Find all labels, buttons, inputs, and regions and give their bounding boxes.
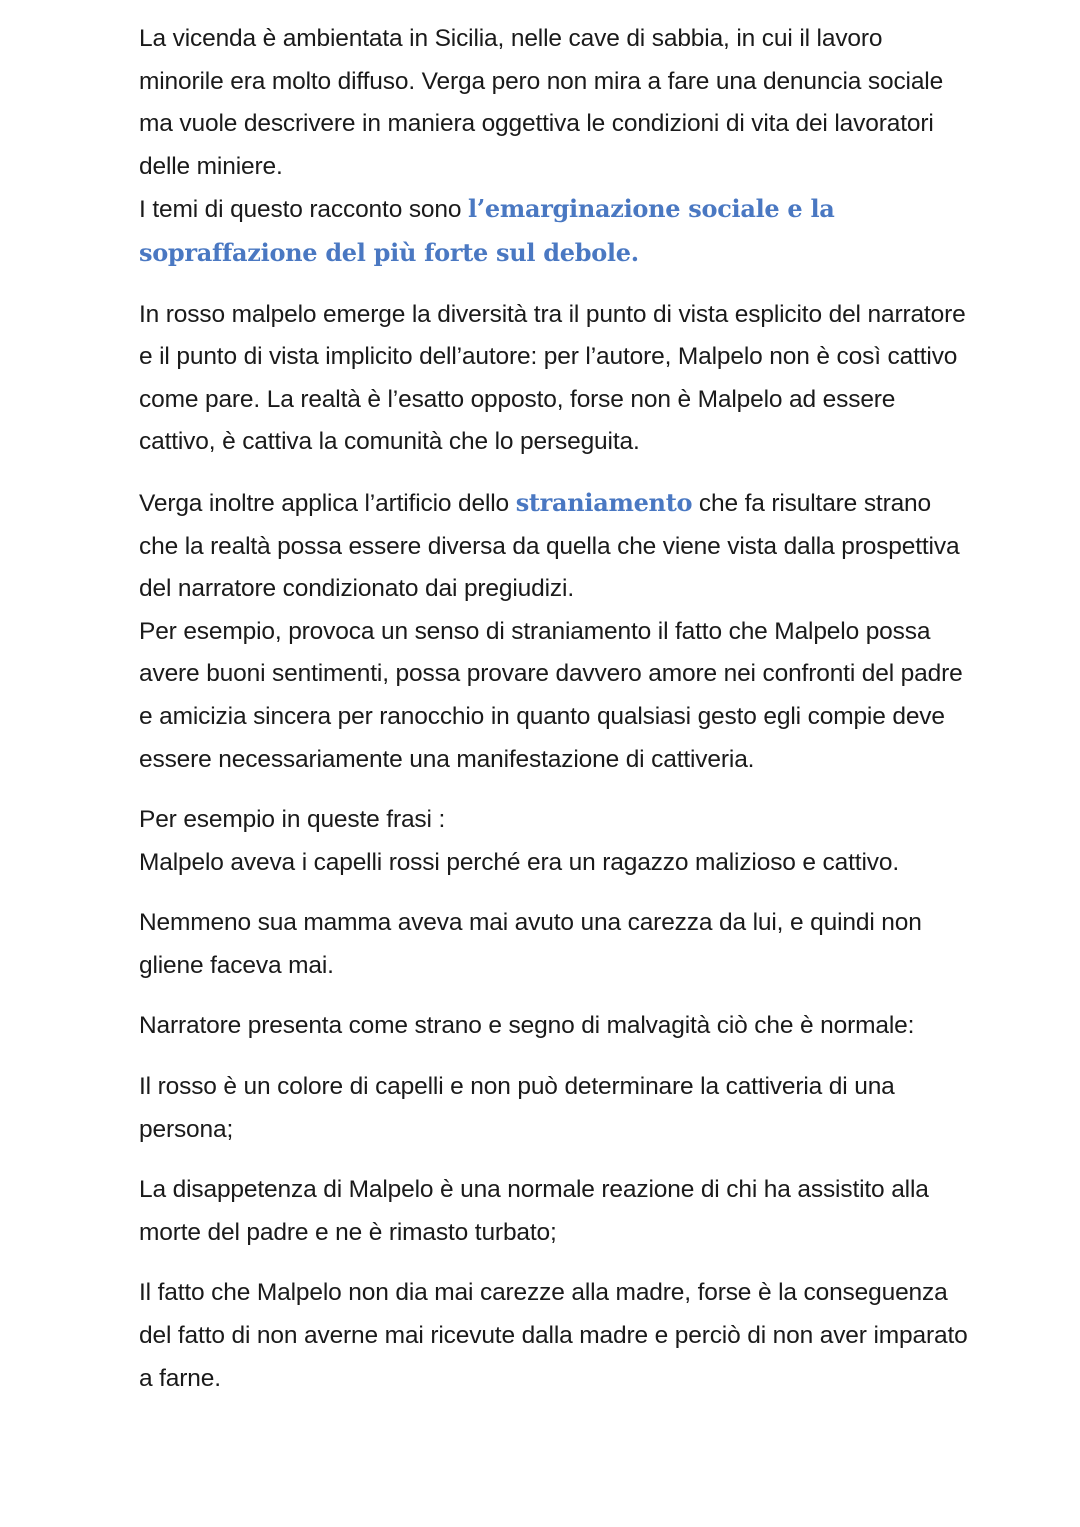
paragraph-text: Il fatto che Malpelo non dia mai carezze alla madre, forse è la conseguenza del fatto di non averne mai ricevute dalla madre e perciò di non aver imparato a farne. xyxy=(139,1279,968,1392)
paragraph-text: Nemmeno sua mamma aveva mai avuto una carezza da lui, e quindi non gliene faceva mai. xyxy=(139,909,922,979)
paragraph-text: In rosso malpelo emerge la diversità tra il punto di vista esplicito del narratore e il punto di vista implicito dell’autore: per l’autore, Malpelo non è così cattivo come pare. La realtà è l’esatto opposto, forse non è Malpelo ad essere cattivo, è cattiva la comunità che lo perseguita. xyxy=(139,300,966,456)
examples-intro: Per esempio in queste frasi : xyxy=(139,806,446,834)
themes-line xyxy=(139,188,969,275)
paragraph-examples xyxy=(139,799,969,884)
highlighted-themes: l’emarginazione sociale e la sopraffazione del più forte sul debole. xyxy=(139,194,835,267)
example-text: Per esempio, provoca un senso di straniamento il fatto che Malpelo possa avere buoni sentimenti, possa provare davvero amore nei confronti del padre e amicizia sincera per ranocchio in quanto qualsiasi gesto egli compie deve essere necessariamente una manifestazione di cattiveria. xyxy=(139,617,963,773)
paragraph-text: Narratore presenta come strano e segno di malvagità ciò che è normale: xyxy=(139,1012,915,1040)
paragraph-mother xyxy=(139,902,969,987)
paragraph-straniamento xyxy=(139,482,969,781)
paragraph-setting xyxy=(139,18,969,276)
paragraph-red-hair xyxy=(139,1066,969,1151)
highlighted-straniamento: straniamento xyxy=(515,487,693,517)
paragraph-point-of-view xyxy=(139,294,969,464)
paragraph-text: La disappetenza di Malpelo è una normale reazione di chi ha assistito alla morte del padre e ne è rimasto turbato; xyxy=(139,1176,929,1246)
paragraph-text: La vicenda è ambientata in Sicilia, nelle cave di sabbia, in cui il lavoro minorile era molto diffuso. Verga pero non mira a fare una denuncia sociale ma vuole descrivere in maniera oggettiva le condizioni di vita dei lavoratori delle miniere. xyxy=(139,25,944,180)
paragraph-narrator xyxy=(139,1005,969,1048)
paragraph-text-after: che fa risultare strano che la realtà possa essere diversa da quella che viene vista dalla prospettiva del narratore condizionato dai pregiudizi. xyxy=(139,489,960,603)
paragraph-caresses xyxy=(139,1272,969,1400)
themes-intro: I temi di questo racconto sono xyxy=(139,196,469,224)
document-page xyxy=(139,18,969,1418)
paragraph-disappetenza xyxy=(139,1169,969,1254)
paragraph-text-before: Verga inoltre applica l’artificio dello xyxy=(139,489,516,517)
paragraph-text: Il rosso è un colore di capelli e non può determinare la cattiveria di una persona; xyxy=(139,1073,895,1143)
example-sentence: Malpelo aveva i capelli rossi perché era un ragazzo malizioso e cattivo. xyxy=(139,848,899,876)
